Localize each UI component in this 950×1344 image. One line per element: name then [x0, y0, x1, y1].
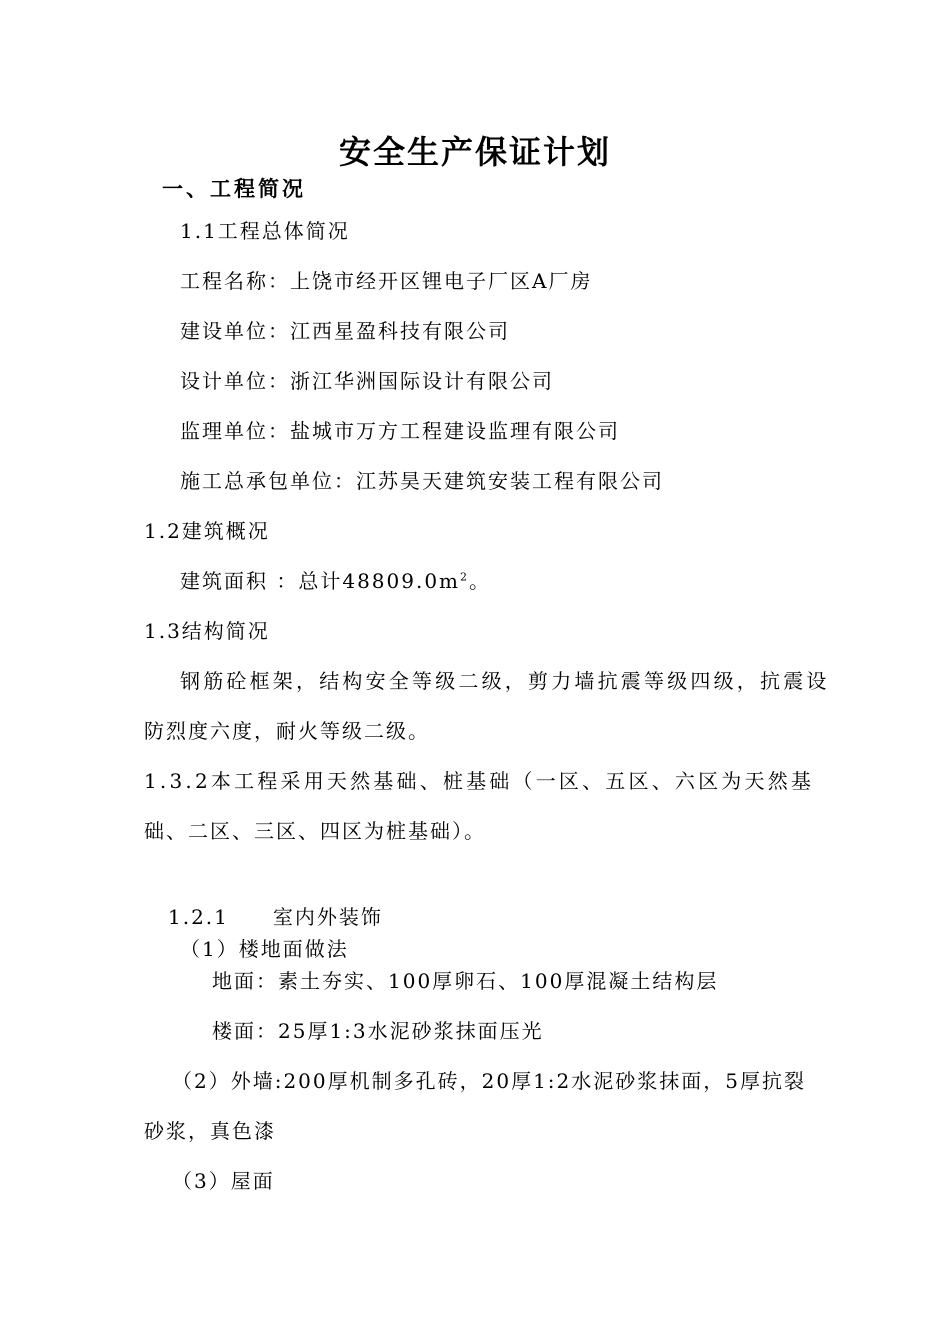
foundation-line-2: 础、二区、三区、四区为桩基础）。	[144, 819, 486, 843]
building-area-line	[180, 566, 491, 596]
builder-line: 建设单位：江西星盈科技有限公司	[180, 319, 510, 343]
project-name-line: 工程名称：上饶市经开区锂电子厂区A厂房	[180, 269, 593, 293]
subsection-heading-1-2-1: 1.2.1 室内外装饰	[168, 905, 383, 929]
subsection-heading-1-3: 1.3结构简况	[144, 619, 270, 643]
exterior-wall-line-1: （2）外墙:200厚机制多孔砖，20厚1:2水泥砂浆抹面，5厚抗裂	[172, 1069, 806, 1093]
ground-spec-line: 地面：素土夯实、100厚卵石、100厚混凝土结构层	[212, 969, 719, 993]
document-title: 安全生产保证计划	[338, 133, 611, 171]
contractor-line: 施工总承包单位：江苏昊天建筑安装工程有限公司	[180, 469, 664, 493]
building-area-tail: 。	[469, 569, 492, 593]
structure-line-1: 钢筋砼框架，结构安全等级二级，剪力墙抗震等级四级，抗震设	[180, 669, 830, 693]
foundation-line-1: 1.3.2本工程采用天然基础、桩基础（一区、五区、六区为天然基	[144, 769, 815, 793]
subsection-heading-1-1: 1.1工程总体简况	[180, 219, 350, 243]
supervisor-line: 监理单位：盐城市万方工程建设监理有限公司	[180, 419, 620, 443]
structure-line-2: 防烈度六度，耐火等级二级。	[144, 719, 430, 743]
section-heading-overview: 一、工程简况	[162, 176, 306, 201]
floor-method-heading: （1）楼地面做法	[180, 937, 349, 961]
designer-line: 设计单位：浙江华洲国际设计有限公司	[180, 369, 554, 393]
area-unit-superscript: 2	[460, 570, 470, 584]
floor-spec-line: 楼面：25厚1:3水泥砂浆抹面压光	[212, 1019, 544, 1043]
exterior-wall-line-2: 砂浆，真色漆	[144, 1119, 276, 1143]
building-area-text: 建筑面积 ：总计48809.0m	[180, 569, 461, 593]
roof-heading: （3）屋面	[172, 1169, 275, 1193]
subsection-heading-1-2: 1.2建筑概况	[144, 519, 270, 543]
